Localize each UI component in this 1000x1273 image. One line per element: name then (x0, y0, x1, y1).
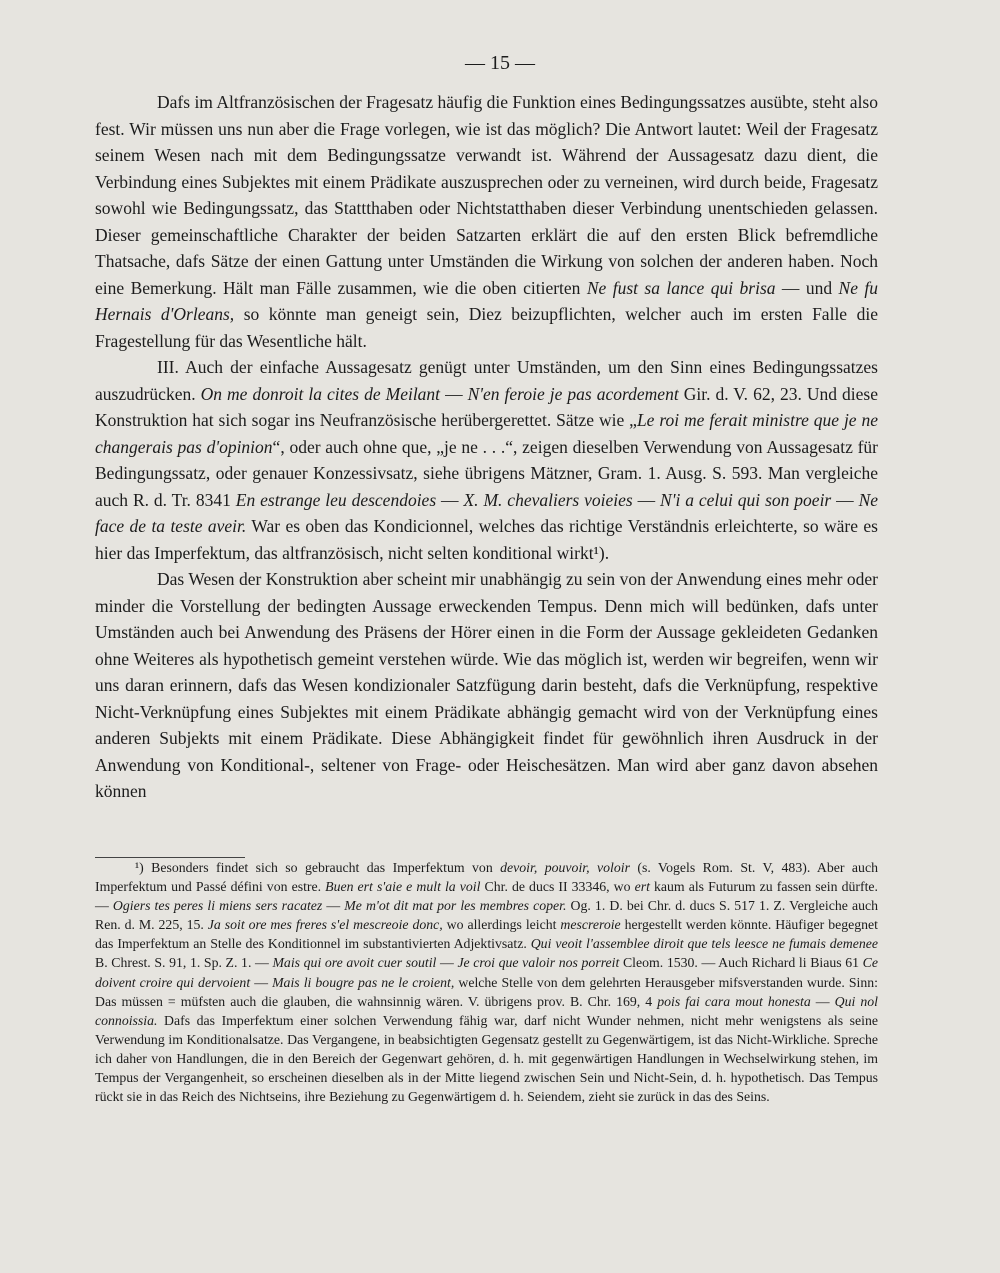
text-run: — (440, 383, 468, 404)
text-run: so könnte man geneigt sein, Diez beizupflichten, welcher auch im ersten Falle die Fragestellung für das Wesentliche hält. (95, 304, 878, 351)
text-run: welche Stelle von dem gelehrten Herausgeber mifsverstanden wurde. Sinn: Das müssen = müfsten auch die glauben, die wahnsinnig wären. V. übrigens prov. B. Chr. 169, 4 (95, 974, 879, 1009)
text-run: — und (775, 277, 839, 298)
text-run: — (632, 489, 661, 510)
text-run: Gir. d. V. 62, 23. Und diese Konstruktion hat sich sogar ins Neufranzösische herübergerettet. Sätze wie „ (95, 383, 878, 430)
italic-quote: ert (634, 879, 650, 895)
text-run: Dafs das Imperfektum einer solchen Verwendung fähig war, darf nicht Wunder nehmen, nicht mehr wenigstens als seine Verwendung im Konditionalsatze. Das Vergangene, in beabsichtigten Gegensatz gestellt zu Gegenwärtigem, ist das Nicht-Wirkliche. Spreche ich daher von Handlungen, die in den Bereich der Gegenwart gehören, d. h. mit gegenwärtigen Handlungen in Wechselwirkung stehen, im Tempus der Vergangenheit, so erscheinen dieselben als in der Mitte liegend zwischen Sein und Nicht-Sein, d. h. hypothetisch. Das Tempus rückt sie in das Reich des Nichtseins, ihre Beziehung zu Gegenwärtigem d. h. Seiendem, zieht sie zurück in das des Seins. (95, 1012, 878, 1105)
italic-quote: On me donroit la cites de Meilant (200, 383, 441, 404)
italic-quote: Mais qui ore avoit cuer soutil (272, 955, 437, 971)
text-run: — (250, 974, 273, 990)
italic-quote: pois fai cara mout honesta (657, 993, 811, 1009)
italic-quote: Ce doivent croire qui dervoient (95, 955, 878, 990)
italic-quote: Ne fust sa lance qui brisa (586, 277, 776, 298)
italic-quote: N'i a celui qui son poeir (660, 489, 832, 510)
footnote (95, 858, 878, 1106)
text-run: — (831, 489, 859, 510)
text-run: Cleom. 1530. — Auch Richard li Biaus 61 (619, 955, 863, 971)
text-run: — (436, 955, 458, 971)
main-text (95, 89, 878, 805)
text-run: Dafs im Altfranzösischen der Fragesatz häufig die Funktion eines Bedingungssatzes ausübte, steht also fest. Wir müssen uns nun aber die Frage vorlegen, wie ist das möglich? Die Antwort lautet: Weil der Fragesatz seinem Wesen nach mit dem Bedingungssatze verwandt ist. Während der Aussagesatz dazu dient, die Verbindung eines Subjektes mit einem Prädikate auszusprechen oder zu verneinen, wird durch beide, Fragesatz sowohl wie Bedingungssatz, das Stattthaben oder Nichtstatthaben dieser Verbindung unentschieden gelassen. Dieser gemeinschaftliche Charakter der beiden Satzarten erklärt die auf den ersten Blick befremdliche Thatsache, dafs Sätze der einen Gattung unter Umständen die Wirkung von solchen der anderen haben. Noch eine Bemerkung. Hält man Fälle zusammen, wie die oben citierten (95, 92, 878, 298)
italic-quote: mescreroie (560, 917, 621, 933)
text-run: — (436, 489, 464, 510)
text-run: (s. Vogels Rom. St. V, 483). Aber auch Imperfektum und Passé défini von estre. (95, 860, 878, 895)
italic-quote: Qui veoit l'assemblee diroit que tels leesce ne fumais demenee (530, 936, 878, 952)
paragraph-2 (95, 354, 878, 566)
text-run: III. Auch der einfache Aussagesatz genügt unter Umständen, um den Sinn eines Bedingungssatzes auszudrücken. (95, 357, 878, 404)
italic-quote: En estrange leu descendoies (235, 489, 437, 510)
page-number: — 15 — (465, 52, 535, 74)
italic-quote: Ne fu Hernais d'Orleans, (95, 277, 879, 324)
italic-quote: Le roi me ferait ministre que je ne changerais pas d'opinion (95, 410, 878, 457)
text-run: wo allerdings leicht (442, 917, 561, 933)
italic-quote: Me m'ot dit mat por les membres coper. (344, 898, 567, 914)
text-run: War es oben das Kondicionnel, welches das richtige Verständnis erleichterte, so wäre es hier das Imperfektum, das altfranzösisch, nicht selten konditional wirkt¹). (95, 516, 878, 563)
italic-quote: Buen ert s'aie e mult la voil (325, 879, 481, 895)
text-run: hergestellt werden könnte. Häufiger begegnet das Imperfektum an Stelle des Konditionnel im substantivierten Adjektivsatz. (95, 917, 878, 952)
text-run: B. Chrest. S. 91, 1. Sp. Z. 1. — (95, 955, 273, 971)
text-run: Og. 1. D. bei Chr. d. ducs S. 517 1. Z. Vergleiche auch Ren. d. M. 225, 15. (95, 898, 878, 933)
paragraph-3 (95, 566, 878, 805)
italic-quote: Ja soit ore mes freres s'el mescreoie donc, (207, 917, 443, 933)
paragraph-1 (95, 89, 878, 354)
italic-quote: Ne face de ta teste aveir. (95, 489, 879, 536)
italic-quote: Qui nol connoissia. (95, 993, 878, 1028)
italic-quote: Mais li bougre pas ne le croient, (272, 974, 455, 990)
text-run: kaum als Futurum zu fassen sein dürfte. — (95, 879, 878, 914)
italic-quote: N'en feroie je pas acordement (467, 383, 679, 404)
italic-quote: Ogiers tes peres li miens sers racatez (112, 898, 323, 914)
text-run: — (322, 898, 345, 914)
text-run: Chr. de ducs II 33346, wo (480, 879, 635, 895)
italic-quote: Je croi que valoir nos porreit (457, 955, 620, 971)
text-run: “, oder auch ohne que, „je ne . . .“, zeigen dieselben Verwendung von Aussagesatz für Bedingungssatz, oder genauer Konzessivsatz, siehe übrigens Mätzner, Gram. 1. Ausg. S. 593. Man vergleiche auch R. d. Tr. 8341 (95, 436, 878, 510)
italic-quote: X. M. chevaliers voieies (463, 489, 633, 510)
footnote-1 (95, 858, 878, 1106)
text-run: ¹) Besonders findet sich so gebraucht das Imperfektum von (135, 860, 501, 875)
italic-quote: devoir, pouvoir, voloir (500, 860, 630, 875)
text-run: Das Wesen der Konstruktion aber scheint mir unabhängig zu sein von der Anwendung eines mehr oder minder die Vorstellung der bedingten Aussage erweckenden Tempus. Denn mich will bedünken, dafs unter Umständen auch bei Anwendung des Präsens der Hörer einen in die Form der Aussage gekleideten Gedanken ohne Weiteres als hypothetisch gemeint verstehen würde. Wie das möglich ist, werden wir begreifen, wenn wir uns daran erinnern, dafs das Wesen kondizionaler Satzfügung darin besteht, dafs die Verknüpfung, respektive Nicht-Verknüpfung eines Subjektes mit einem Prädikate abhängig gemacht wird von der Verknüpfung eines anderen Subjekts mit einem Prädikate. Diese Abhängigkeit findet für gewöhnlich ihren Ausdruck in der Anwendung von Konditional-, seltener von Frage- oder Heischesätzen. Man wird aber ganz davon absehen können (95, 569, 878, 801)
text-run: — (810, 993, 835, 1009)
